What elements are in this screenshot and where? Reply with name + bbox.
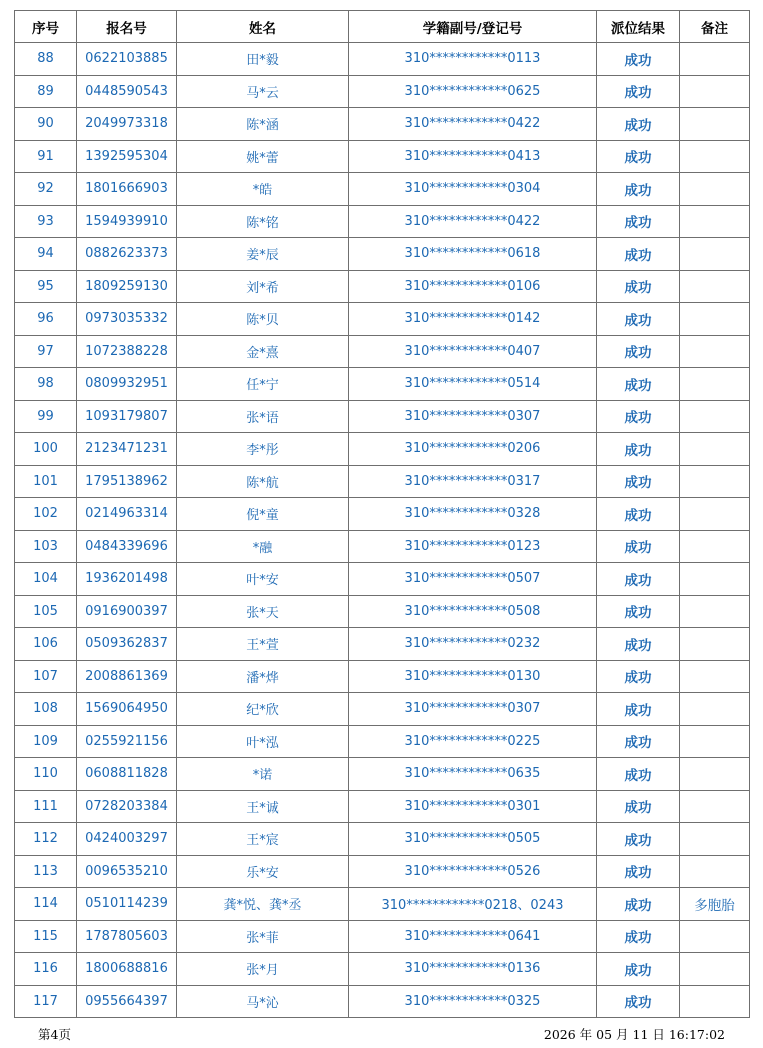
cell-allocation-result: 成功 <box>597 530 680 563</box>
cell-allocation-result: 成功 <box>597 628 680 661</box>
cell-registration-number: 1093179807 <box>77 400 177 433</box>
cell-serial: 114 <box>15 888 77 921</box>
cell-name: 倪*童 <box>177 498 349 531</box>
table-row <box>15 823 750 856</box>
cell-registration-number: 0973035332 <box>77 303 177 336</box>
cell-remarks <box>680 660 750 693</box>
cell-allocation-result: 成功 <box>597 368 680 401</box>
table-row <box>15 855 750 888</box>
table-row <box>15 75 750 108</box>
cell-remarks <box>680 595 750 628</box>
cell-registration-number: 0509362837 <box>77 628 177 661</box>
cell-registration-number: 1569064950 <box>77 693 177 726</box>
cell-remarks <box>680 238 750 271</box>
cell-allocation-result: 成功 <box>597 43 680 76</box>
cell-name: 陈*涵 <box>177 108 349 141</box>
table-row <box>15 43 750 76</box>
table-row <box>15 335 750 368</box>
cell-registration-number: 1801666903 <box>77 173 177 206</box>
cell-registration-number: 0809932951 <box>77 368 177 401</box>
cell-allocation-result: 成功 <box>597 108 680 141</box>
cell-remarks <box>680 303 750 336</box>
table-row <box>15 628 750 661</box>
cell-student-id: 310************0304 <box>349 173 597 206</box>
cell-name: 张*菲 <box>177 920 349 953</box>
cell-name: 陈*贝 <box>177 303 349 336</box>
cell-allocation-result: 成功 <box>597 465 680 498</box>
cell-registration-number: 1809259130 <box>77 270 177 303</box>
cell-registration-number: 1594939910 <box>77 205 177 238</box>
cell-registration-number: 0448590543 <box>77 75 177 108</box>
cell-allocation-result: 成功 <box>597 238 680 271</box>
cell-name: 张*语 <box>177 400 349 433</box>
cell-allocation-result: 成功 <box>597 888 680 921</box>
cell-name: 金*熹 <box>177 335 349 368</box>
cell-serial: 89 <box>15 75 77 108</box>
cell-serial: 90 <box>15 108 77 141</box>
cell-student-id: 310************0232 <box>349 628 597 661</box>
header-student-id: 学籍副号/登记号 <box>349 11 597 43</box>
cell-name: 张*月 <box>177 953 349 986</box>
cell-remarks <box>680 725 750 758</box>
table-row <box>15 693 750 726</box>
cell-serial: 95 <box>15 270 77 303</box>
cell-serial: 98 <box>15 368 77 401</box>
cell-allocation-result: 成功 <box>597 595 680 628</box>
cell-remarks <box>680 823 750 856</box>
header-name: 姓名 <box>177 11 349 43</box>
cell-remarks <box>680 335 750 368</box>
cell-registration-number: 0882623373 <box>77 238 177 271</box>
cell-student-id: 310************0526 <box>349 855 597 888</box>
table-row <box>15 563 750 596</box>
cell-name: 姜*辰 <box>177 238 349 271</box>
page-number: 第4页 <box>38 1027 71 1042</box>
cell-name: 乐*安 <box>177 855 349 888</box>
cell-student-id: 310************0113 <box>349 43 597 76</box>
cell-allocation-result: 成功 <box>597 205 680 238</box>
cell-serial: 93 <box>15 205 77 238</box>
cell-serial: 112 <box>15 823 77 856</box>
cell-serial: 107 <box>15 660 77 693</box>
cell-allocation-result: 成功 <box>597 920 680 953</box>
header-serial: 序号 <box>15 11 77 43</box>
table-row <box>15 660 750 693</box>
cell-serial: 116 <box>15 953 77 986</box>
cell-registration-number: 0728203384 <box>77 790 177 823</box>
cell-remarks <box>680 205 750 238</box>
cell-registration-number: 0955664397 <box>77 985 177 1018</box>
cell-student-id: 310************0317 <box>349 465 597 498</box>
cell-serial: 91 <box>15 140 77 173</box>
table-row <box>15 270 750 303</box>
cell-allocation-result: 成功 <box>597 433 680 466</box>
cell-serial: 99 <box>15 400 77 433</box>
cell-serial: 108 <box>15 693 77 726</box>
cell-remarks: 多胞胎 <box>680 888 750 921</box>
cell-allocation-result: 成功 <box>597 400 680 433</box>
cell-name: 龚*悦、龚*丞 <box>177 888 349 921</box>
cell-student-id: 310************0206 <box>349 433 597 466</box>
table-row <box>15 595 750 628</box>
cell-student-id: 310************0618 <box>349 238 597 271</box>
cell-remarks <box>680 530 750 563</box>
cell-student-id: 310************0106 <box>349 270 597 303</box>
cell-remarks <box>680 43 750 76</box>
cell-student-id: 310************0130 <box>349 660 597 693</box>
cell-name: 李*彤 <box>177 433 349 466</box>
cell-registration-number: 0424003297 <box>77 823 177 856</box>
table-row <box>15 173 750 206</box>
cell-name: 刘*希 <box>177 270 349 303</box>
cell-student-id: 310************0514 <box>349 368 597 401</box>
cell-name: 陈*航 <box>177 465 349 498</box>
cell-student-id: 310************0635 <box>349 758 597 791</box>
cell-remarks <box>680 855 750 888</box>
cell-allocation-result: 成功 <box>597 693 680 726</box>
cell-serial: 105 <box>15 595 77 628</box>
cell-student-id: 310************0328 <box>349 498 597 531</box>
cell-serial: 102 <box>15 498 77 531</box>
table-row <box>15 400 750 433</box>
cell-serial: 109 <box>15 725 77 758</box>
cell-student-id: 310************0407 <box>349 335 597 368</box>
cell-remarks <box>680 75 750 108</box>
cell-remarks <box>680 368 750 401</box>
cell-allocation-result: 成功 <box>597 823 680 856</box>
table-row <box>15 888 750 921</box>
cell-name: 王*萱 <box>177 628 349 661</box>
cell-name: *皓 <box>177 173 349 206</box>
cell-registration-number: 2008861369 <box>77 660 177 693</box>
cell-remarks <box>680 790 750 823</box>
table-row <box>15 985 750 1018</box>
cell-remarks <box>680 563 750 596</box>
cell-allocation-result: 成功 <box>597 303 680 336</box>
cell-student-id: 310************0218、0243 <box>349 888 597 921</box>
cell-remarks <box>680 920 750 953</box>
cell-name: *融 <box>177 530 349 563</box>
cell-student-id: 310************0508 <box>349 595 597 628</box>
cell-name: 潘*烨 <box>177 660 349 693</box>
cell-student-id: 310************0625 <box>349 75 597 108</box>
cell-remarks <box>680 173 750 206</box>
cell-registration-number: 1072388228 <box>77 335 177 368</box>
cell-student-id: 310************0413 <box>349 140 597 173</box>
cell-serial: 92 <box>15 173 77 206</box>
cell-remarks <box>680 465 750 498</box>
cell-allocation-result: 成功 <box>597 75 680 108</box>
cell-registration-number: 0916900397 <box>77 595 177 628</box>
cell-allocation-result: 成功 <box>597 953 680 986</box>
cell-registration-number: 2049973318 <box>77 108 177 141</box>
cell-student-id: 310************0123 <box>349 530 597 563</box>
cell-remarks <box>680 140 750 173</box>
cell-name: *诺 <box>177 758 349 791</box>
cell-serial: 117 <box>15 985 77 1018</box>
cell-allocation-result: 成功 <box>597 173 680 206</box>
cell-allocation-result: 成功 <box>597 758 680 791</box>
cell-registration-number: 2123471231 <box>77 433 177 466</box>
header-registration-number: 报名号 <box>77 11 177 43</box>
cell-student-id: 310************0142 <box>349 303 597 336</box>
table-row <box>15 205 750 238</box>
cell-remarks <box>680 628 750 661</box>
cell-allocation-result: 成功 <box>597 725 680 758</box>
cell-name: 张*天 <box>177 595 349 628</box>
cell-allocation-result: 成功 <box>597 790 680 823</box>
cell-registration-number: 0096535210 <box>77 855 177 888</box>
cell-remarks <box>680 953 750 986</box>
table-row <box>15 953 750 986</box>
cell-name: 马*云 <box>177 75 349 108</box>
table-row <box>15 920 750 953</box>
cell-serial: 113 <box>15 855 77 888</box>
cell-serial: 111 <box>15 790 77 823</box>
cell-allocation-result: 成功 <box>597 140 680 173</box>
cell-remarks <box>680 400 750 433</box>
cell-name: 陈*铭 <box>177 205 349 238</box>
cell-allocation-result: 成功 <box>597 985 680 1018</box>
cell-registration-number: 0510114239 <box>77 888 177 921</box>
cell-registration-number: 0484339696 <box>77 530 177 563</box>
cell-remarks <box>680 498 750 531</box>
cell-remarks <box>680 270 750 303</box>
cell-allocation-result: 成功 <box>597 270 680 303</box>
cell-serial: 101 <box>15 465 77 498</box>
cell-remarks <box>680 433 750 466</box>
cell-name: 纪*欣 <box>177 693 349 726</box>
cell-student-id: 310************0307 <box>349 400 597 433</box>
table-row <box>15 140 750 173</box>
cell-serial: 106 <box>15 628 77 661</box>
table-row <box>15 498 750 531</box>
cell-student-id: 310************0507 <box>349 563 597 596</box>
table-row <box>15 303 750 336</box>
cell-remarks <box>680 985 750 1018</box>
cell-name: 叶*泓 <box>177 725 349 758</box>
cell-student-id: 310************0225 <box>349 725 597 758</box>
cell-registration-number: 1936201498 <box>77 563 177 596</box>
cell-name: 田*毅 <box>177 43 349 76</box>
cell-allocation-result: 成功 <box>597 660 680 693</box>
cell-remarks <box>680 693 750 726</box>
results-table <box>14 10 750 1018</box>
cell-remarks <box>680 108 750 141</box>
print-datetime: 2026 年 05 月 11 日 16:17:02 <box>543 1027 725 1042</box>
table-row <box>15 725 750 758</box>
cell-allocation-result: 成功 <box>597 563 680 596</box>
cell-allocation-result: 成功 <box>597 855 680 888</box>
cell-name: 任*宁 <box>177 368 349 401</box>
cell-serial: 115 <box>15 920 77 953</box>
cell-registration-number: 0608811828 <box>77 758 177 791</box>
cell-serial: 88 <box>15 43 77 76</box>
table-row <box>15 238 750 271</box>
cell-student-id: 310************0136 <box>349 953 597 986</box>
cell-name: 马*沁 <box>177 985 349 1018</box>
cell-student-id: 310************0307 <box>349 693 597 726</box>
cell-student-id: 310************0325 <box>349 985 597 1018</box>
cell-serial: 103 <box>15 530 77 563</box>
cell-name: 王*诚 <box>177 790 349 823</box>
header-row <box>15 11 750 43</box>
table-row <box>15 465 750 498</box>
cell-registration-number: 1787805603 <box>77 920 177 953</box>
cell-registration-number: 1392595304 <box>77 140 177 173</box>
cell-registration-number: 1795138962 <box>77 465 177 498</box>
cell-student-id: 310************0505 <box>349 823 597 856</box>
table-row <box>15 433 750 466</box>
table-row <box>15 530 750 563</box>
cell-name: 姚*蕾 <box>177 140 349 173</box>
cell-serial: 97 <box>15 335 77 368</box>
table-row <box>15 790 750 823</box>
table-row <box>15 758 750 791</box>
cell-student-id: 310************0301 <box>349 790 597 823</box>
cell-registration-number: 1800688816 <box>77 953 177 986</box>
cell-registration-number: 0214963314 <box>77 498 177 531</box>
cell-name: 叶*安 <box>177 563 349 596</box>
cell-serial: 110 <box>15 758 77 791</box>
cell-student-id: 310************0641 <box>349 920 597 953</box>
cell-registration-number: 0255921156 <box>77 725 177 758</box>
cell-student-id: 310************0422 <box>349 108 597 141</box>
cell-allocation-result: 成功 <box>597 335 680 368</box>
table-row <box>15 108 750 141</box>
cell-serial: 104 <box>15 563 77 596</box>
cell-name: 王*宸 <box>177 823 349 856</box>
table-row <box>15 368 750 401</box>
header-allocation-result: 派位结果 <box>597 11 680 43</box>
header-remarks: 备注 <box>680 11 750 43</box>
cell-serial: 100 <box>15 433 77 466</box>
cell-remarks <box>680 758 750 791</box>
cell-registration-number: 0622103885 <box>77 43 177 76</box>
cell-student-id: 310************0422 <box>349 205 597 238</box>
cell-serial: 94 <box>15 238 77 271</box>
cell-allocation-result: 成功 <box>597 498 680 531</box>
cell-serial: 96 <box>15 303 77 336</box>
